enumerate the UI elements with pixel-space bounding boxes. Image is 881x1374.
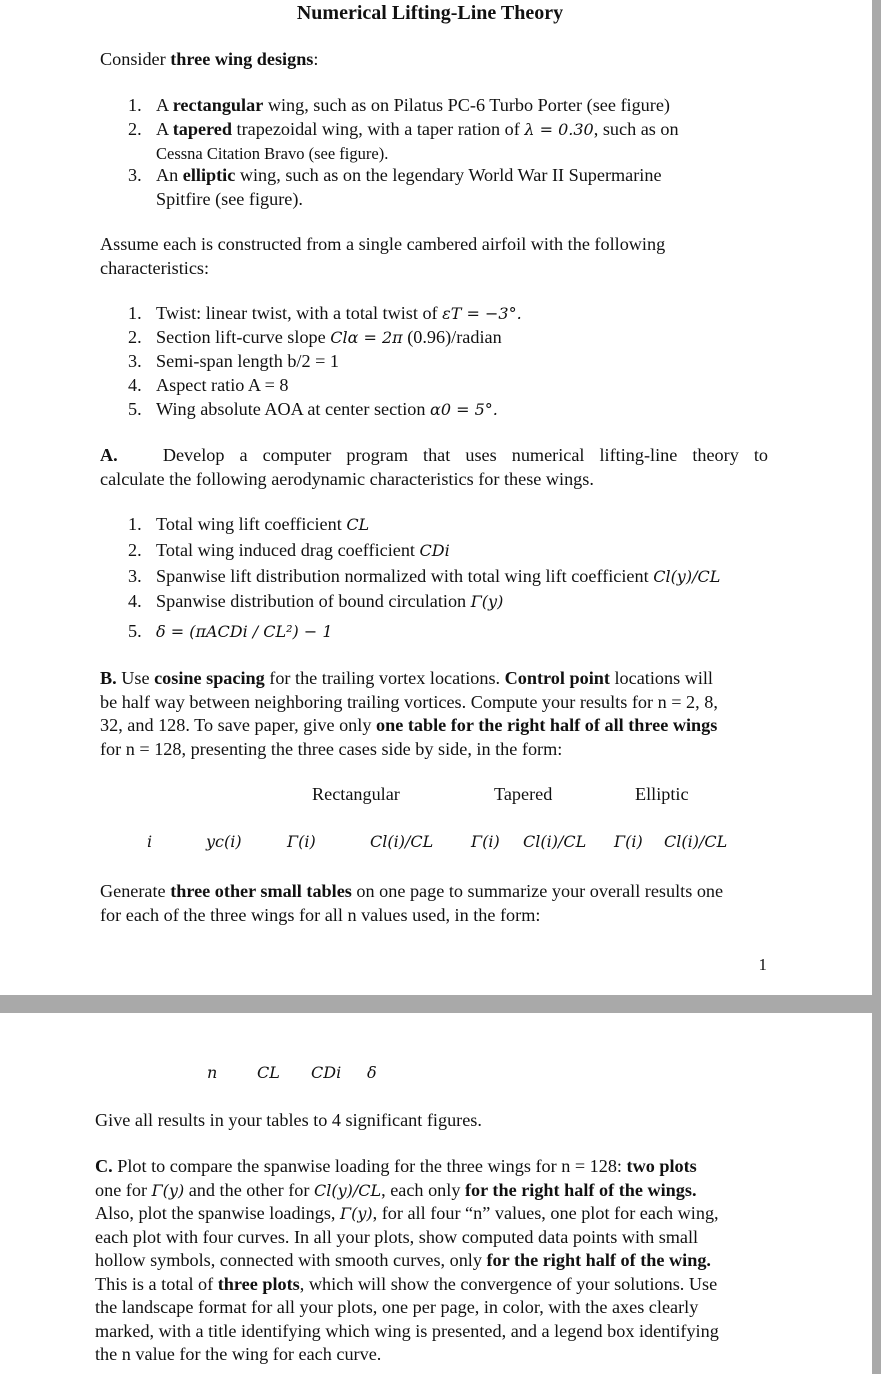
char-text: Semi-span length b/2 = 1 — [156, 351, 340, 371]
part-b-text: for the trailing vortex locations. — [264, 668, 505, 688]
char-num: 2. — [128, 327, 142, 347]
assume-line-2: characteristics: — [100, 257, 210, 278]
part-b-label: B. — [100, 668, 117, 688]
output-text: Spanwise distribution of bound circulation — [156, 591, 471, 611]
part-c-math: Γ(y) — [151, 1180, 185, 1200]
output-num: 4. — [128, 591, 142, 611]
part-b-text: Use — [116, 668, 155, 688]
part-a-label: A. — [100, 445, 118, 465]
output-text: Total wing lift coefficient — [156, 514, 347, 534]
wing-num: 2. — [128, 119, 142, 139]
char-math: α0 = 5°. — [430, 400, 498, 419]
char-text: Section lift-curve slope — [156, 327, 331, 347]
part-c-text: one for — [95, 1179, 152, 1200]
col-gamma-ell: Γ(i) — [614, 832, 643, 851]
wing-pre: An — [156, 165, 183, 185]
header-tapered: Tapered — [494, 784, 553, 804]
part-b-bold: Control point — [504, 668, 610, 688]
output-math: δ = (πACDi / CL²) − 1 — [156, 622, 333, 641]
part-c-bold: two plots — [626, 1156, 697, 1176]
part-b-text: locations will — [609, 668, 713, 688]
part-c-math: Cl(y)/CL — [313, 1180, 382, 1200]
output-num: 3. — [128, 566, 142, 586]
char-text: Twist: linear twist, with a total twist of — [156, 303, 443, 323]
wing-post: wing, such as on Pilatus PC-6 Turbo Porter (see figure) — [263, 95, 670, 115]
char-math: Clα = 2π — [330, 328, 403, 347]
char-num: 5. — [128, 399, 142, 419]
intro-suffix: : — [313, 49, 319, 69]
char-num: 4. — [128, 375, 142, 395]
wing-post2: , such as on — [593, 119, 679, 139]
output-text: Spanwise lift distribution normalized with total wing lift coefficient — [156, 566, 654, 586]
part-c-paragraph: C. Plot to compare the spanwise loading for the three wings for n = 128: two plots one for Γ(y) and the other for Cl(y)/CL, each only for the right half of the wings. Also, plot the spanwise loadings, Γ(y), for all four “n” values, one plot for each wing, each plot with four curves. In all your plots, show computed data points with small hollow symbols, connected with smooth curves, only for the right half of the wing. This is a total of three plots, which will show the convergence of your solutions. Use the landscape format for all your plots, one per page, in color, with the axes clearly marked, with a title identifying which wing is presented, and a legend box identifying the n value for the wing for each curve. — [95, 1155, 795, 1367]
wing-post: trapezoidal wing, with a taper ration of — [231, 119, 525, 139]
part-b-bold: cosine spacing — [154, 668, 265, 688]
intro-prefix: Consider — [100, 49, 171, 69]
small-col-delta: δ — [367, 1063, 377, 1082]
output-math: Cl(y)/CL — [653, 567, 721, 586]
col-yc: yc(i) — [206, 832, 242, 851]
wing-pre: A — [156, 119, 173, 139]
intro-bold: three wing designs — [170, 49, 314, 69]
char-item-1 — [128, 302, 522, 326]
col-cl-tap: Cl(i)/CL — [523, 832, 587, 851]
small-col-cl: CL — [257, 1063, 280, 1082]
char-text: Aspect ratio A = 8 — [156, 375, 289, 395]
page-2 — [0, 1013, 872, 1374]
part-c-bold: for the right half of the wing — [486, 1250, 707, 1270]
wing-pre: A — [156, 95, 173, 115]
part-b-line-3a: 32, and 128. To save paper, give only — [100, 715, 376, 735]
output-item-5 — [128, 620, 333, 644]
part-b-line-4: for n = 128, presenting the three cases side by side, in the form: — [100, 738, 563, 759]
char-math: εT = −3°. — [442, 304, 522, 323]
sigfig-line: Give all results in your tables to 4 significant figures. — [95, 1110, 482, 1130]
output-num: 1. — [128, 514, 142, 534]
part-b-line-2: be half way between neighboring trailing vortices. Compute your results for n = 2, 8, — [100, 691, 718, 712]
wing-bold: elliptic — [182, 165, 236, 185]
part-c-text: , each only — [381, 1179, 465, 1200]
wing-post: wing, such as on the legendary World War II Supermarine — [235, 165, 662, 185]
part-c-math: Γ(y) — [340, 1204, 373, 1223]
wing-cont: Cessna Citation Bravo (see figure). — [156, 143, 389, 163]
generate-line-2: for each of the three wings for all n values used, in the form: — [100, 904, 541, 925]
output-item-3 — [128, 565, 720, 589]
output-math: CL — [346, 515, 370, 534]
output-math: Γ(y) — [470, 592, 504, 611]
small-col-n: n — [207, 1063, 218, 1082]
char-item-5 — [128, 398, 498, 422]
part-a-line-2: calculate the following aerodynamic characteristics for these wings. — [100, 468, 594, 489]
assume-line-1: Assume each is constructed from a single cambered airfoil with the following — [100, 234, 666, 254]
part-c-line-9: the n value for the wing for each curve. — [95, 1344, 382, 1364]
char-item-3 — [128, 350, 339, 374]
generate-paragraph — [100, 880, 723, 927]
wing-item-3 — [128, 164, 662, 211]
output-item-2 — [128, 539, 450, 563]
generate-bold: three other small tables — [170, 881, 352, 901]
generate-text: Generate — [100, 881, 171, 901]
output-item-4 — [128, 590, 503, 614]
char-item-2 — [128, 326, 502, 350]
output-num: 5. — [128, 621, 142, 641]
wing-num: 3. — [128, 165, 142, 185]
col-gamma-tap: Γ(i) — [471, 832, 500, 851]
part-b-paragraph — [100, 667, 790, 761]
output-text: Total wing induced drag coefficient — [156, 540, 420, 560]
page-number: 1 — [758, 955, 767, 974]
char-num: 3. — [128, 351, 142, 371]
assume-paragraph — [100, 233, 665, 280]
part-c-text: , for all four “n” values, one plot for each wing, — [372, 1203, 719, 1223]
col-gamma-rect: Γ(i) — [287, 832, 316, 851]
part-c-label: C. — [95, 1156, 113, 1176]
wing-item-2 — [128, 118, 679, 165]
page-title: Numerical Lifting-Line Theory — [296, 2, 564, 24]
small-col-cdi: CDi — [311, 1063, 342, 1082]
char-item-4 — [128, 374, 289, 398]
output-math: CDi — [419, 541, 450, 560]
generate-text: on one page to summarize your overall results one — [351, 881, 724, 901]
part-a-paragraph — [100, 444, 768, 491]
output-num: 2. — [128, 540, 142, 560]
output-item-1 — [128, 513, 369, 537]
wing-num: 1. — [128, 95, 142, 115]
wing-bold: tapered — [172, 119, 232, 139]
wing-cont: Spitfire (see figure). — [156, 188, 303, 209]
col-cl-rect: Cl(i)/CL — [370, 832, 434, 851]
col-i: i — [147, 832, 153, 851]
header-rectangular: Rectangular — [312, 784, 400, 804]
part-c-bold: for the right half of the wings — [464, 1179, 692, 1200]
part-c-text: , which will show the convergence of your solutions. Use — [299, 1273, 718, 1294]
char-text: Wing absolute AOA at center section — [156, 399, 431, 419]
taper-ratio-math: λ = 0.30 — [524, 120, 594, 139]
part-b-line-3b: one table for the right half of all three wings — [375, 715, 718, 735]
part-c-text: This is a total of — [95, 1273, 218, 1294]
header-elliptic: Elliptic — [635, 784, 689, 804]
part-c-line-7: the landscape format for all your plots, one per page, in color, with the axes clearly — [95, 1297, 699, 1317]
part-c-line-8: marked, with a title identifying which wing is presented, and a legend box identifying — [95, 1320, 719, 1341]
wing-bold: rectangular — [172, 95, 264, 115]
part-c-text: Also, plot the spanwise loadings, — [95, 1203, 341, 1223]
part-c-line-4: each plot with four curves. In all your plots, show computed data points with small — [95, 1226, 699, 1247]
part-c-bold: three plots — [217, 1273, 300, 1294]
part-c-text: hollow symbols, connected with smooth curves, only — [95, 1250, 487, 1270]
intro-line — [100, 48, 318, 72]
part-a-line-1: Develop a computer program that uses numerical lifting-line theory to — [162, 445, 768, 465]
part-c-text: Plot to compare the spanwise loading for the three wings for n = 128: — [112, 1156, 627, 1176]
char-num: 1. — [128, 303, 142, 323]
part-c-text: and the other for — [184, 1179, 314, 1200]
wing-item-1 — [128, 94, 670, 118]
col-cl-ell: Cl(i)/CL — [664, 832, 728, 851]
char-rest: (0.96)/radian — [402, 327, 502, 347]
